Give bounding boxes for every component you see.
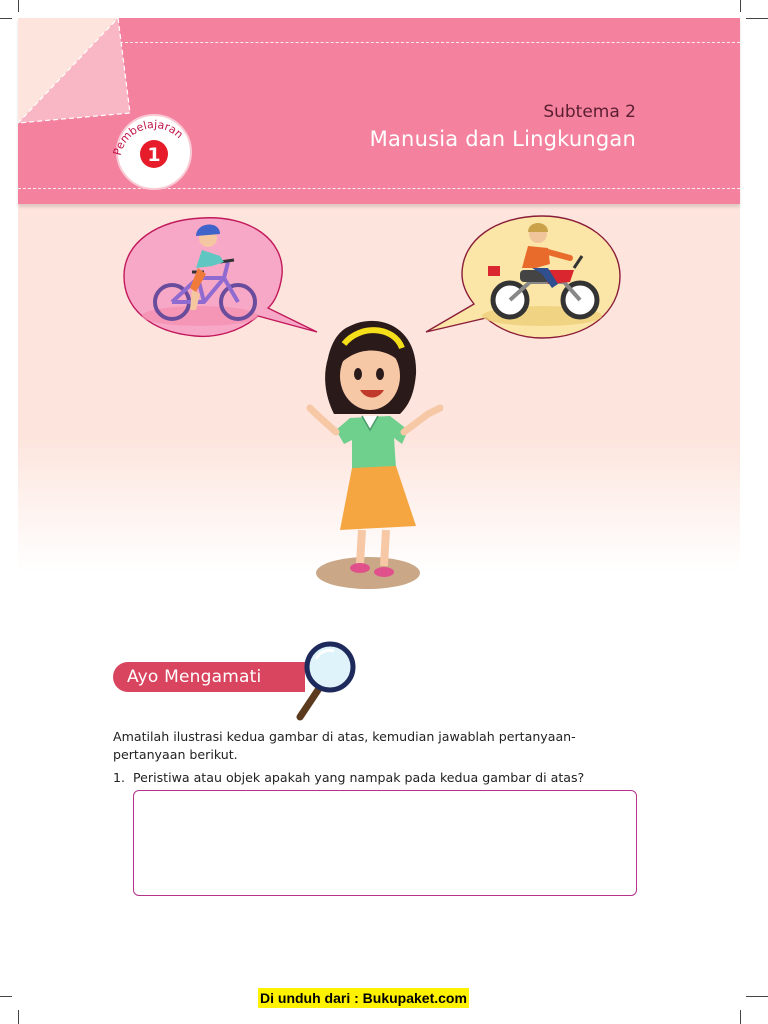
- girl-illustration: [300, 318, 480, 594]
- subtema-label: Subtema 2: [543, 102, 636, 122]
- crop-mark: [18, 1010, 19, 1024]
- download-source-link[interactable]: Di unduh dari : Bukupaket.com: [260, 990, 467, 1006]
- bicycle-thought-bubble: [120, 210, 320, 340]
- crop-mark: [740, 0, 741, 12]
- crop-mark: [746, 18, 768, 19]
- header-dash-top: [120, 42, 740, 43]
- question-text: Peristiwa atau objek apakah yang nampak pada kedua gambar di atas?: [133, 770, 585, 785]
- magnifier-icon: [292, 637, 358, 721]
- badge-number: 1: [147, 144, 161, 166]
- answer-box[interactable]: [133, 790, 637, 896]
- crop-mark: [0, 18, 12, 19]
- crop-mark: [0, 996, 12, 997]
- crop-mark: [746, 996, 768, 997]
- lesson-badge: [110, 112, 198, 192]
- crop-mark: [18, 0, 19, 12]
- badge-label: Pembelajaran: [110, 117, 186, 157]
- question-number: 1.: [113, 770, 126, 785]
- question-item: [113, 769, 633, 787]
- section-label: Ayo Mengamati: [113, 662, 305, 692]
- instruction-text: Amatilah ilustrasi kedua gambar di atas, kemudian jawablah pertanyaan-pertanyaan berikut.: [113, 729, 576, 762]
- subtema-title: Manusia dan Lingkungan: [369, 127, 636, 151]
- crop-mark: [740, 1010, 741, 1024]
